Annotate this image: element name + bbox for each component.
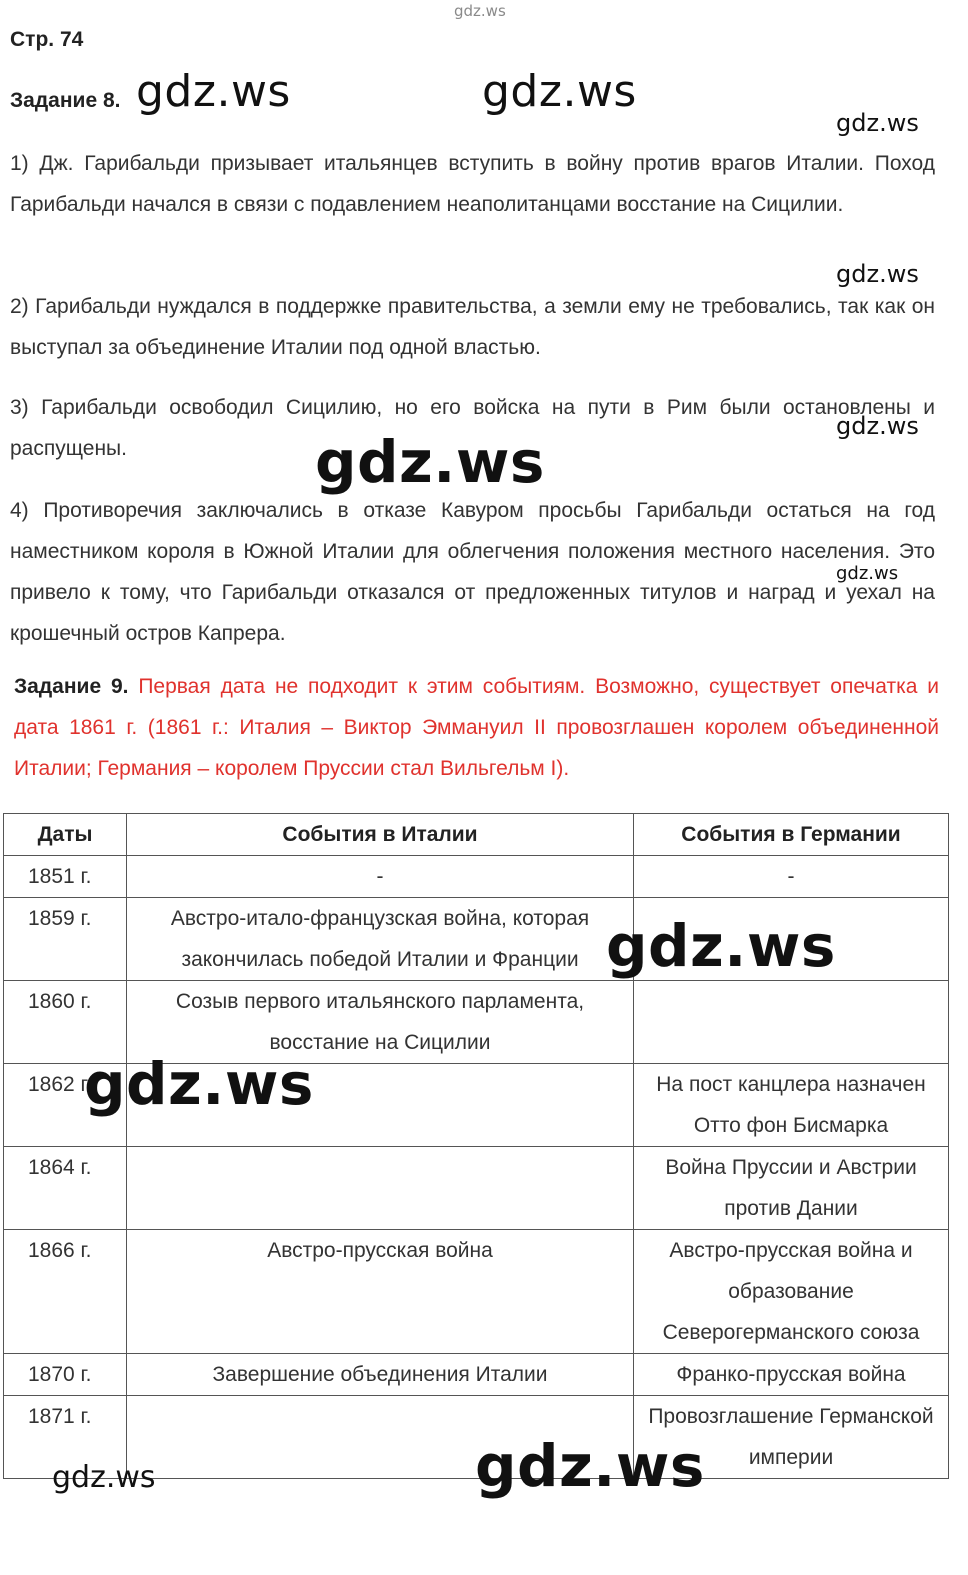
row-italy	[127, 1147, 634, 1230]
row-date: 1866 г.	[4, 1230, 127, 1354]
watermark: gdz.ws	[315, 428, 545, 496]
table-row	[4, 1147, 949, 1230]
table-row	[4, 856, 949, 898]
watermark: gdz.ws	[606, 912, 836, 980]
header-germany: События в Германии	[634, 814, 949, 856]
row-date: 1871 г.	[4, 1396, 127, 1479]
row-germany: На пост канцлера назначен Отто фон Бисмарка	[634, 1064, 949, 1147]
task8-answer-2: 2) Гарибальди нуждался в поддержке правительства, а земли ему не требовались, так как он выступал за объединение Италии под одной властью.	[10, 295, 935, 359]
table-row	[4, 1230, 949, 1354]
row-italy: Австро-итало-французская война, которая закончилась победой Италии и Франции	[127, 898, 634, 981]
task8-title: Задание 8.	[10, 89, 121, 112]
row-date: 1860 г.	[4, 981, 127, 1064]
row-italy: Завершение объединения Италии	[127, 1354, 634, 1396]
row-germany: Австро-прусская война и образование Северогерманского союза	[634, 1230, 949, 1354]
row-germany: Провозглашение Германской империи	[634, 1396, 949, 1479]
table-header-row	[4, 814, 949, 856]
row-date: 1862 г.	[4, 1064, 127, 1147]
row-date: 1859 г.	[4, 898, 127, 981]
row-date: 1864 г.	[4, 1147, 127, 1230]
row-germany: -	[634, 856, 949, 898]
watermark: gdz.ws	[836, 412, 919, 440]
row-italy: Австро-прусская война	[127, 1230, 634, 1354]
watermark: gdz.ws	[836, 563, 899, 584]
watermark: gdz.ws	[84, 1050, 314, 1118]
watermark: gdz.ws	[482, 66, 637, 117]
watermark-top: gdz.ws	[454, 2, 506, 20]
watermark: gdz.ws	[836, 109, 919, 137]
header-dates: Даты	[4, 814, 127, 856]
watermark: gdz.ws	[475, 1432, 705, 1500]
row-date: 1870 г.	[4, 1354, 127, 1396]
watermark: gdz.ws	[52, 1460, 156, 1495]
watermark: gdz.ws	[136, 66, 291, 117]
row-italy: -	[127, 856, 634, 898]
watermark: gdz.ws	[836, 260, 919, 288]
page-label: Стр. 74	[10, 28, 84, 51]
row-germany	[634, 981, 949, 1064]
header-italy: События в Италии	[127, 814, 634, 856]
row-italy: Созыв первого итальянского парламента, восстание на Сицилии	[127, 981, 634, 1064]
row-germany: Война Пруссии и Австрии против Дании	[634, 1147, 949, 1230]
task8-answer-1: 1) Дж. Гарибальди призывает итальянцев вступить в войну против врагов Италии. Поход Гарибальди начался в связи с подавлением неаполитанцами восстание на Сицилии.	[10, 152, 935, 216]
task9-title: Задание 9.	[14, 675, 129, 698]
row-germany: Франко-прусская война	[634, 1354, 949, 1396]
task8-answer-4: 4) Противоречия заключались в отказе Кавуром просьбы Гарибальди остаться на год наместником короля в Южной Италии для облегчения положения местного населения. Это привело к тому, что Гарибальди отказался от предложенных титулов и наград и уехал на крошечный остров Капрера.	[10, 499, 935, 645]
task8-answer-3: 3) Гарибальди освободил Сицилию, но его войска на пути в Рим были остановлены и распущены.	[10, 396, 935, 460]
task9-note: Первая дата не подходит к этим событиям. Возможно, существует опечатка и дата 1861 г. (1861 г.: Италия – Виктор Эммануил II провозглашен королем объединенной Италии; Германия – королем Пруссии стал Вильгельм I).	[14, 675, 939, 780]
table-row	[4, 1354, 949, 1396]
row-date: 1851 г.	[4, 856, 127, 898]
task9-block	[14, 666, 939, 789]
